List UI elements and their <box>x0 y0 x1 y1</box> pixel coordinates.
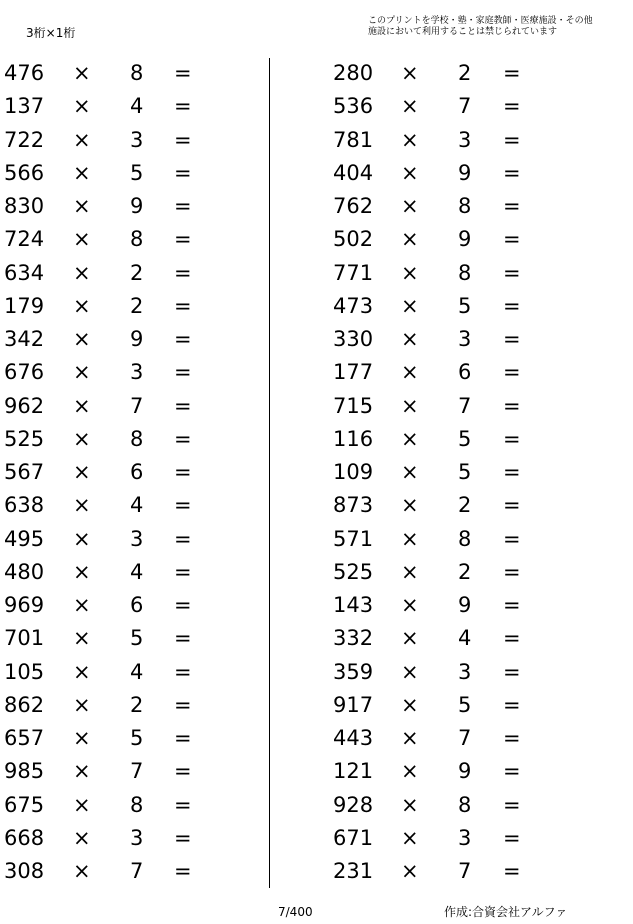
multiplicand: 330 <box>333 327 374 351</box>
multiplicand: 701 <box>4 626 45 651</box>
problem-row <box>330 124 590 157</box>
problem-row <box>330 489 590 522</box>
worksheet-title: 3桁×1桁 <box>26 26 76 40</box>
multiplier: 4 <box>130 559 144 584</box>
equals-sign: = <box>174 426 192 451</box>
multiplier: 9 <box>458 227 472 252</box>
multiplicand: 638 <box>4 493 45 518</box>
times-sign: × <box>401 759 419 784</box>
equals-sign: = <box>174 360 192 385</box>
multiplicand: 495 <box>4 526 45 551</box>
multiplier: 3 <box>130 526 144 551</box>
multiplier: 7 <box>130 393 144 418</box>
problem-row <box>330 157 590 190</box>
usage-notice-line-1: このプリントを学校・塾・家庭教師・医療施設・その他 <box>368 16 593 26</box>
equals-sign: = <box>174 559 192 584</box>
times-sign: × <box>401 94 419 119</box>
times-sign: × <box>401 127 419 152</box>
multiplicand: 116 <box>333 426 374 451</box>
times-sign: × <box>401 327 419 351</box>
problem-row <box>0 124 260 157</box>
equals-sign: = <box>503 227 521 252</box>
multiplicand: 873 <box>333 493 374 518</box>
times-sign: × <box>73 227 91 252</box>
multiplier: 9 <box>458 759 472 784</box>
multiplier: 4 <box>130 94 144 119</box>
times-sign: × <box>73 726 91 750</box>
multiplier: 4 <box>458 626 472 651</box>
problem-row <box>330 589 590 622</box>
equals-sign: = <box>503 526 521 551</box>
times-sign: × <box>73 127 91 152</box>
equals-sign: = <box>503 792 521 817</box>
problem-row <box>0 822 260 855</box>
multiplicand: 571 <box>333 526 374 551</box>
times-sign: × <box>73 194 91 218</box>
problem-row <box>0 789 260 822</box>
multiplicand: 308 <box>4 859 45 883</box>
multiplier: 3 <box>130 825 144 850</box>
equals-sign: = <box>503 61 521 85</box>
problem-row <box>0 755 260 788</box>
times-sign: × <box>73 327 91 351</box>
times-sign: × <box>73 61 91 85</box>
equals-sign: = <box>503 726 521 750</box>
multiplier: 2 <box>458 559 472 584</box>
problem-row <box>0 622 260 655</box>
times-sign: × <box>73 393 91 418</box>
equals-sign: = <box>503 327 521 351</box>
equals-sign: = <box>174 825 192 850</box>
multiplier: 8 <box>130 227 144 252</box>
multiplicand: 137 <box>4 94 45 119</box>
times-sign: × <box>73 593 91 617</box>
problem-row <box>330 356 590 389</box>
times-sign: × <box>401 426 419 451</box>
times-sign: × <box>401 61 419 85</box>
times-sign: × <box>73 526 91 551</box>
usage-notice-line-2: 施設において利用することは禁じられています <box>368 27 558 37</box>
multiplier: 5 <box>458 426 472 451</box>
equals-sign: = <box>174 293 192 318</box>
multiplicand: 962 <box>4 393 45 418</box>
multiplier: 9 <box>130 194 144 218</box>
equals-sign: = <box>503 659 521 684</box>
equals-sign: = <box>503 260 521 285</box>
multiplicand: 473 <box>333 293 374 318</box>
problem-row <box>0 722 260 755</box>
multiplier: 5 <box>130 160 144 185</box>
problem-row <box>0 190 260 223</box>
multiplier: 5 <box>458 460 472 484</box>
times-sign: × <box>401 360 419 385</box>
multiplicand: 928 <box>333 792 374 817</box>
multiplier: 3 <box>130 360 144 385</box>
times-sign: × <box>73 825 91 850</box>
times-sign: × <box>401 260 419 285</box>
equals-sign: = <box>503 393 521 418</box>
multiplicand: 830 <box>4 194 45 218</box>
multiplier: 9 <box>458 593 472 617</box>
times-sign: × <box>73 360 91 385</box>
multiplier: 7 <box>458 726 472 750</box>
multiplier: 3 <box>458 127 472 152</box>
times-sign: × <box>73 859 91 883</box>
multiplicand: 671 <box>333 825 374 850</box>
multiplicand: 657 <box>4 726 45 750</box>
multiplicand: 443 <box>333 726 374 750</box>
equals-sign: = <box>174 260 192 285</box>
problem-row <box>0 423 260 456</box>
multiplicand: 105 <box>4 659 45 684</box>
problem-row <box>330 722 590 755</box>
problem-row <box>330 689 590 722</box>
multiplicand: 722 <box>4 127 45 152</box>
problem-row <box>330 822 590 855</box>
equals-sign: = <box>174 493 192 518</box>
times-sign: × <box>401 227 419 252</box>
equals-sign: = <box>174 792 192 817</box>
times-sign: × <box>401 493 419 518</box>
times-sign: × <box>401 593 419 617</box>
equals-sign: = <box>503 127 521 152</box>
multiplier: 7 <box>458 94 472 119</box>
multiplier: 8 <box>458 526 472 551</box>
times-sign: × <box>73 293 91 318</box>
problem-row <box>330 523 590 556</box>
column-divider <box>269 58 270 888</box>
problem-row <box>0 556 260 589</box>
multiplier: 2 <box>458 493 472 518</box>
problem-row <box>0 356 260 389</box>
equals-sign: = <box>503 626 521 651</box>
equals-sign: = <box>174 393 192 418</box>
equals-sign: = <box>174 659 192 684</box>
equals-sign: = <box>174 692 192 717</box>
multiplicand: 502 <box>333 227 374 252</box>
problem-column-left <box>0 57 260 888</box>
times-sign: × <box>401 626 419 651</box>
problem-row <box>330 57 590 90</box>
multiplicand: 969 <box>4 593 45 617</box>
problem-row <box>0 257 260 290</box>
multiplier: 8 <box>458 260 472 285</box>
equals-sign: = <box>503 692 521 717</box>
equals-sign: = <box>174 759 192 784</box>
times-sign: × <box>401 194 419 218</box>
multiplicand: 332 <box>333 626 374 651</box>
multiplier: 2 <box>130 260 144 285</box>
multiplier: 3 <box>130 127 144 152</box>
multiplier: 5 <box>458 293 472 318</box>
times-sign: × <box>401 692 419 717</box>
problem-row <box>0 855 260 888</box>
times-sign: × <box>401 293 419 318</box>
problem-row <box>330 390 590 423</box>
equals-sign: = <box>174 526 192 551</box>
problem-row <box>0 689 260 722</box>
multiplier: 3 <box>458 327 472 351</box>
problem-row <box>0 290 260 323</box>
multiplier: 6 <box>130 460 144 484</box>
equals-sign: = <box>503 426 521 451</box>
multiplicand: 359 <box>333 659 374 684</box>
equals-sign: = <box>503 293 521 318</box>
multiplicand: 177 <box>333 360 374 385</box>
equals-sign: = <box>503 194 521 218</box>
problem-row <box>0 157 260 190</box>
equals-sign: = <box>503 460 521 484</box>
problem-row <box>330 789 590 822</box>
times-sign: × <box>73 792 91 817</box>
equals-sign: = <box>174 194 192 218</box>
multiplicand: 179 <box>4 293 45 318</box>
multiplicand: 280 <box>333 61 374 85</box>
multiplier: 5 <box>458 692 472 717</box>
problem-row <box>0 456 260 489</box>
problem-row <box>330 190 590 223</box>
multiplicand: 342 <box>4 327 45 351</box>
times-sign: × <box>73 460 91 484</box>
equals-sign: = <box>174 127 192 152</box>
multiplicand: 525 <box>4 426 45 451</box>
multiplicand: 676 <box>4 360 45 385</box>
multiplier: 2 <box>130 692 144 717</box>
multiplier: 6 <box>458 360 472 385</box>
multiplier: 5 <box>130 626 144 651</box>
multiplier: 9 <box>458 160 472 185</box>
multiplicand: 525 <box>333 559 374 584</box>
multiplicand: 668 <box>4 825 45 850</box>
multiplier: 8 <box>458 194 472 218</box>
problem-row <box>330 855 590 888</box>
equals-sign: = <box>503 94 521 119</box>
multiplicand: 862 <box>4 692 45 717</box>
multiplicand: 566 <box>4 160 45 185</box>
multiplicand: 231 <box>333 859 374 883</box>
equals-sign: = <box>174 94 192 119</box>
multiplicand: 404 <box>333 160 374 185</box>
multiplicand: 724 <box>4 227 45 252</box>
multiplicand: 762 <box>333 194 374 218</box>
multiplier: 8 <box>130 61 144 85</box>
problem-column-right <box>330 57 590 888</box>
equals-sign: = <box>174 859 192 883</box>
page-number: 7/400 <box>278 905 313 919</box>
problem-row <box>0 223 260 256</box>
equals-sign: = <box>503 559 521 584</box>
multiplicand: 917 <box>333 692 374 717</box>
multiplicand: 143 <box>333 593 374 617</box>
multiplier: 7 <box>458 393 472 418</box>
times-sign: × <box>73 626 91 651</box>
multiplicand: 675 <box>4 792 45 817</box>
usage-notice <box>368 16 593 38</box>
multiplicand: 480 <box>4 559 45 584</box>
problem-row <box>330 556 590 589</box>
equals-sign: = <box>503 493 521 518</box>
equals-sign: = <box>174 626 192 651</box>
times-sign: × <box>401 792 419 817</box>
multiplicand: 567 <box>4 460 45 484</box>
multiplicand: 985 <box>4 759 45 784</box>
equals-sign: = <box>503 360 521 385</box>
times-sign: × <box>401 393 419 418</box>
times-sign: × <box>401 526 419 551</box>
equals-sign: = <box>174 327 192 351</box>
times-sign: × <box>73 94 91 119</box>
multiplier: 7 <box>130 859 144 883</box>
multiplier: 2 <box>458 61 472 85</box>
problem-row <box>330 456 590 489</box>
multiplicand: 121 <box>333 759 374 784</box>
multiplier: 5 <box>130 726 144 750</box>
times-sign: × <box>73 659 91 684</box>
multiplier: 4 <box>130 493 144 518</box>
author-credit: 作成:合資会社アルファ <box>444 905 568 919</box>
problem-row <box>330 423 590 456</box>
problem-row <box>0 523 260 556</box>
multiplicand: 109 <box>333 460 374 484</box>
equals-sign: = <box>503 160 521 185</box>
problem-row <box>330 90 590 123</box>
times-sign: × <box>73 493 91 518</box>
problem-row <box>330 755 590 788</box>
times-sign: × <box>73 692 91 717</box>
equals-sign: = <box>503 593 521 617</box>
times-sign: × <box>73 759 91 784</box>
times-sign: × <box>73 559 91 584</box>
problem-row <box>330 223 590 256</box>
times-sign: × <box>401 160 419 185</box>
multiplier: 6 <box>130 593 144 617</box>
problem-row <box>330 257 590 290</box>
multiplier: 4 <box>130 659 144 684</box>
times-sign: × <box>401 726 419 750</box>
equals-sign: = <box>174 593 192 617</box>
times-sign: × <box>401 859 419 883</box>
times-sign: × <box>401 460 419 484</box>
times-sign: × <box>401 659 419 684</box>
times-sign: × <box>73 260 91 285</box>
multiplier: 3 <box>458 659 472 684</box>
multiplicand: 634 <box>4 260 45 285</box>
multiplier: 8 <box>130 792 144 817</box>
problem-row <box>330 290 590 323</box>
problem-row <box>0 589 260 622</box>
problem-row <box>0 656 260 689</box>
equals-sign: = <box>174 61 192 85</box>
times-sign: × <box>73 426 91 451</box>
equals-sign: = <box>503 759 521 784</box>
problem-row <box>0 323 260 356</box>
multiplier: 3 <box>458 825 472 850</box>
multiplicand: 781 <box>333 127 374 152</box>
multiplicand: 476 <box>4 61 45 85</box>
equals-sign: = <box>174 160 192 185</box>
equals-sign: = <box>174 460 192 484</box>
multiplicand: 771 <box>333 260 374 285</box>
multiplier: 2 <box>130 293 144 318</box>
multiplier: 8 <box>458 792 472 817</box>
times-sign: × <box>401 559 419 584</box>
multiplier: 8 <box>130 426 144 451</box>
problem-row <box>0 90 260 123</box>
problem-row <box>0 57 260 90</box>
equals-sign: = <box>503 825 521 850</box>
problem-row <box>330 656 590 689</box>
problem-row <box>330 622 590 655</box>
problem-row <box>0 390 260 423</box>
problem-row <box>330 323 590 356</box>
problem-row <box>0 489 260 522</box>
times-sign: × <box>73 160 91 185</box>
multiplier: 7 <box>458 859 472 883</box>
multiplicand: 715 <box>333 393 374 418</box>
multiplier: 7 <box>130 759 144 784</box>
equals-sign: = <box>503 859 521 883</box>
multiplicand: 536 <box>333 94 374 119</box>
equals-sign: = <box>174 726 192 750</box>
times-sign: × <box>401 825 419 850</box>
equals-sign: = <box>174 227 192 252</box>
multiplier: 9 <box>130 327 144 351</box>
